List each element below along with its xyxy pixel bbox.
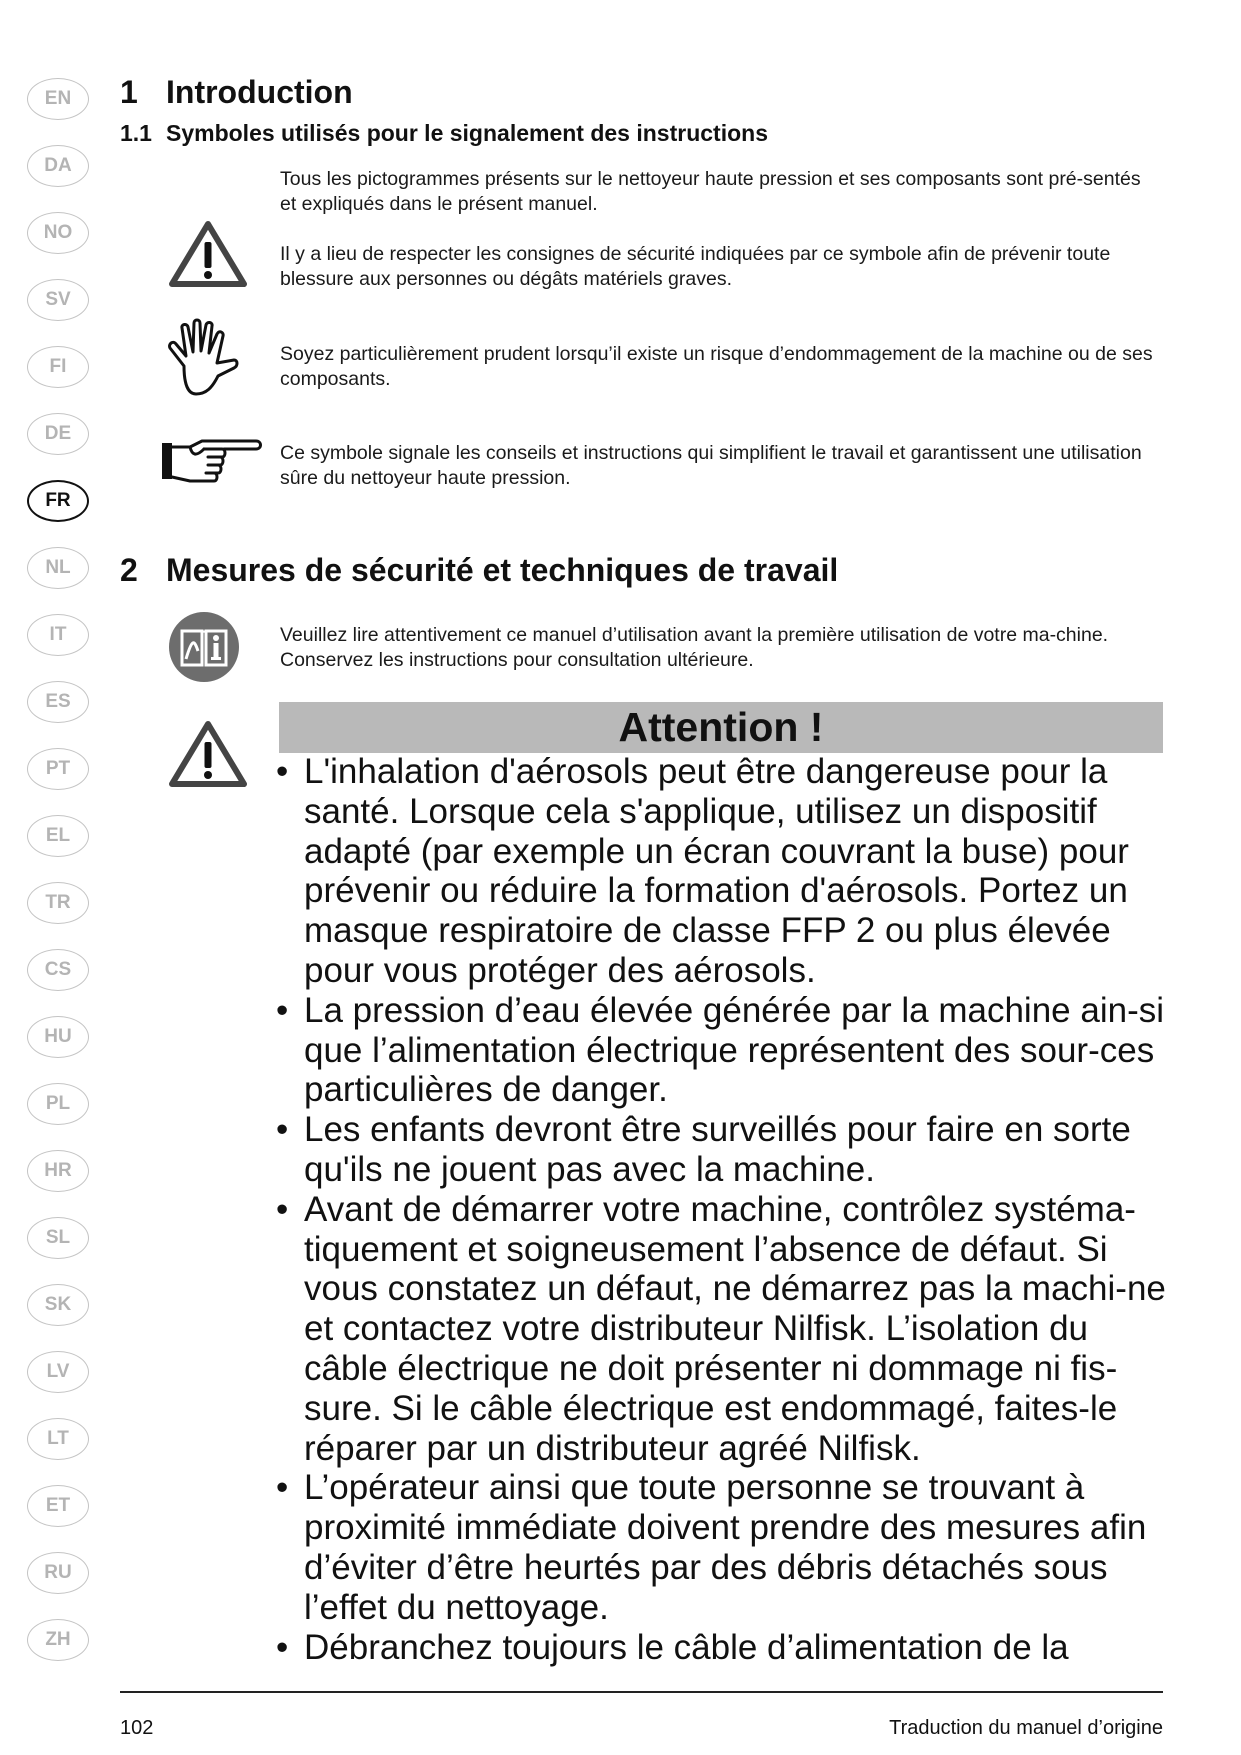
lang-tab-fr[interactable]: FR: [27, 480, 89, 522]
read-manual-icon: [168, 611, 240, 688]
intro-paragraph: Tous les pictogrammes présents sur le nettoyeur haute pression et ses composants sont pré-sentés et expliqués dans le présent manuel.: [280, 168, 1141, 215]
lang-tab-hr[interactable]: HR: [27, 1150, 89, 1192]
section-1-1-title: Symboles utilisés pour le signalement des instructions: [166, 120, 768, 146]
section-1-1-heading: [120, 120, 768, 147]
lang-tab-en[interactable]: EN: [27, 78, 89, 120]
section-2-title: Mesures de sécurité et techniques de travail: [166, 552, 839, 588]
lang-tab-pl[interactable]: PL: [27, 1083, 89, 1125]
lang-tab-hu[interactable]: HU: [27, 1016, 89, 1058]
attention-warning-icon: [168, 720, 248, 793]
lang-tab-lt[interactable]: LT: [27, 1418, 89, 1460]
symbol-tip-text: Ce symbole signale les conseils et instructions qui simplifient le travail et garantissent une utilisation sûre du nettoyeur haute pression.: [280, 442, 1142, 489]
footer-note: Traduction du manuel d’origine: [889, 1717, 1163, 1739]
lang-tab-it[interactable]: IT: [27, 614, 89, 656]
hand-stop-icon: [162, 318, 240, 403]
bullet-item: • Débranchez toujours le câble d’alimentation de la: [270, 1628, 1170, 1668]
lang-tab-de[interactable]: DE: [27, 413, 89, 455]
lang-tab-pt[interactable]: PT: [27, 748, 89, 790]
bullet-item: • L'inhalation d'aérosols peut être dangereuse pour la santé. Lorsque cela s'applique, utilisez un dispositif adapté (par exemple un écran couvrant la buse) pour prévenir ou réduire la formation d'aérosols. Portez un masque respiratoire de classe FFP 2 ou plus élevée pour vous protéger des aérosols.: [270, 752, 1170, 991]
pointing-hand-icon: [160, 435, 264, 492]
lang-tab-sv[interactable]: SV: [27, 279, 89, 321]
footer-divider: [120, 1691, 1163, 1693]
section-2-heading: [120, 552, 838, 589]
lang-tab-sk[interactable]: SK: [27, 1284, 89, 1326]
lang-tab-sl[interactable]: SL: [27, 1217, 89, 1259]
lang-tab-et[interactable]: ET: [27, 1485, 89, 1527]
lang-tab-da[interactable]: DA: [27, 145, 89, 187]
section-1-heading: [120, 74, 353, 111]
section-1-number: 1: [120, 74, 138, 110]
section-1-1-number: 1.1: [120, 120, 152, 146]
section-1-title: Introduction: [166, 74, 353, 110]
lang-tab-no[interactable]: NO: [27, 212, 89, 254]
safety-bullet-list: [270, 752, 1170, 1667]
lang-tab-zh[interactable]: ZH: [27, 1619, 89, 1661]
lang-tab-cs[interactable]: CS: [27, 949, 89, 991]
bullet-item: • L’opérateur ainsi que toute personne se trouvant à proximité immédiate doivent prendre des mesures afin d’éviter d’être heurtés par des débris détachés sous l’effet du nettoyage.: [270, 1468, 1170, 1627]
section-2-number: 2: [120, 552, 138, 588]
symbol-warning-text: Il y a lieu de respecter les consignes de sécurité indiquées par ce symbole afin de prévenir toute blessure aux personnes ou dégâts matériels graves.: [280, 243, 1111, 290]
lang-tab-ru[interactable]: RU: [27, 1552, 89, 1594]
lang-tab-es[interactable]: ES: [27, 681, 89, 723]
attention-banner: [279, 702, 1163, 753]
lang-tab-nl[interactable]: NL: [27, 547, 89, 589]
bullet-item: • Avant de démarrer votre machine, contrôlez systéma-tiquement et soigneusement l’absence de défaut. Si vous constatez un défaut, ne démarrez pas la machi-ne et contactez votre distributeur Nilfisk. L’isolation du câble électrique ne doit présenter ni dommage ni fis-sure. Si le câble électrique est endommagé, faites-le réparer par un distributeur agréé Nilfisk.: [270, 1190, 1170, 1469]
lang-tab-tr[interactable]: TR: [27, 882, 89, 924]
lang-tab-fi[interactable]: FI: [27, 346, 89, 388]
warning-triangle-icon: [168, 220, 248, 293]
bullet-item: • La pression d’eau élevée générée par la machine ain-si que l’alimentation électrique représentent des sour-ces particulières de danger.: [270, 991, 1170, 1110]
lang-tab-lv[interactable]: LV: [27, 1351, 89, 1393]
attention-title: Attention !: [618, 704, 824, 750]
symbol-caution-text: Soyez particulièrement prudent lorsqu’il existe un risque d’endommagement de la machine ou de ses composants.: [280, 343, 1153, 390]
page-number: 102: [120, 1717, 154, 1739]
read-manual-text: Veuillez lire attentivement ce manuel d’utilisation avant la première utilisation de votre ma-chine. Conservez les instructions pour consultation ultérieure.: [280, 624, 1109, 671]
bullet-item: • Les enfants devront être surveillés pour faire en sorte qu'ils ne jouent pas avec la machine.: [270, 1110, 1170, 1190]
lang-tab-el[interactable]: EL: [27, 815, 89, 857]
